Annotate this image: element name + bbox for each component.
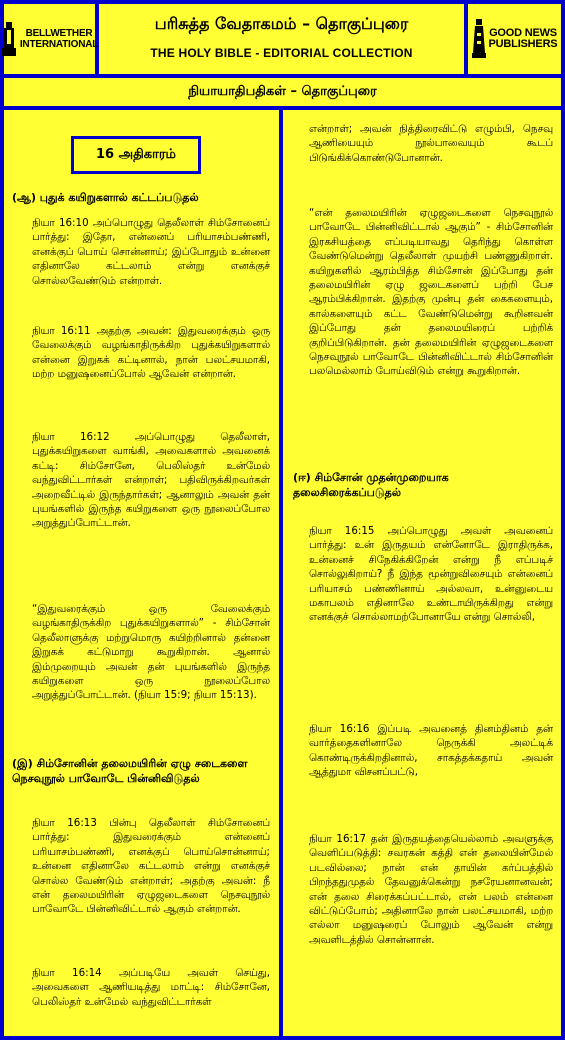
- commentary-16-14: “என் தலைமயிரின் ஏழுஜடைகளை நெசவுநூல் பாவோடே பின்னிவிட்டால் ஆகும்” - சிம்சோனின் இரகசியத்தை எப்படியாவது தெரிந்து கொள்ள வேண்டுமென்று தெலீலாள் முயற்சி பண்ணுகிறாள். கயிறுகளில் ஆரம்பித்த சிம்சோன் இப்போது தன் தலைமயிரின் ஏழு ஜடைகளைப் பற்றி பேச ஆரம்பிக்கிறான். இதற்கு முன்பு தன் கைகளையும், கால்களையும் கட்ட வேண்டுமென்று கூறினவன் இப்போது தன் தலைமயிரைப் பற்றிக் குறிப்பிடுகிறான். தன் தலைமயிரின் ஏழுஜடைகளை நெசவுநூல் பாவோடே பின்னிவிட்டால் சிம்சோனின் பலமெல்லாம் போய்விடும் என்று கூறுகிறான்.: [309, 207, 553, 378]
- subtitle-text: நியாயாதிபதிகள் – தொகுப்புரை: [188, 84, 377, 99]
- verse-16-12: நியா 16:12 அப்பொழுது தெலீலாள், புதுக்கயிறுகளை வாங்கி, அவைகளால் அவனைக் கட்டி: சிம்சோனே, பெலிஸ்தர் உன்மேல் வந்துவிட்டார்கள் என்றாள்; பதிவிருக்கிறவர்கள் அறைவீட்டில் இருந்தார்கள்; ஆனாலும் அவன் தன் புயங்களில் இருந்த கயிறுகளை ஒரு நூலைப்போல அறுத்துப்போட்டான்.: [32, 431, 270, 530]
- verse-16-17: நியா 16:17 தன் இருதயத்தையெல்லாம் அவளுக்கு வெளிப்படுத்தி: சவரகன் கத்தி என் தலையின்மேல் படவில்லை; நான் என் தாயின் கர்ப்பத்தில் பிறந்ததுமுதல் தேவனுக்கென்று நசரேயனானவன்; என் தலை சிரைக்கப்பட்டால், என் பலம் என்னை விட்டுப்போம்; அதினாலே நான் பலட்சயமாகி, மற்ற எல்லா மனுஷரைப் போலும் ஆவேன் என்று அவளிடத்தில் சொன்னான்.: [309, 833, 553, 946]
- verse-16-10: நியா 16:10 அப்பொழுது தெலீலாள் சிம்சோனைப் பார்த்து: இதோ, என்னைப் பரியாசம்பண்ணி, எனக்குப் பொய் சொன்னாய்; இப்போதும் உன்னை எதினாலே கட்டலாம் என்று எனக்குச் சொல்லவேண்டும் என்றாள்.: [32, 217, 270, 287]
- bellwether-logo-text: [20, 28, 98, 50]
- good-news-lighthouse-icon: [472, 19, 486, 59]
- bellwether-line1: BELLWETHER: [25, 28, 93, 39]
- title-box: [99, 4, 464, 74]
- bellwether-line2: INTERNATIONAL: [19, 39, 99, 50]
- good-news-logo-text: [489, 28, 558, 50]
- title-tamil: பரிசுத்த வேதாகமம் – தொகுப்புரை: [154, 14, 409, 33]
- verse-16-11: நியா 16:11 அதற்கு அவன்: இதுவரைக்கும் ஒரு வேலைக்கும் வழங்காதிருக்கிற புதுக்கயிறுகளால் என்னை இறுகக் கட்டினால், நான் பலட்சயமாகி, மற்ற மனுஷனைப்போல் ஆவேன் என்றான்.: [32, 325, 270, 381]
- subtitle-bar: [4, 78, 561, 106]
- verse-16-15: நியா 16:15 அப்பொழுது அவள் அவனைப் பார்த்து: உன் இருதயம் என்னோடே இராதிருக்க, உன்னைச் சிநேகிக்கிறேன் என்று நீ எப்படிச் சொல்லுகிறாய்? நீ இந்த மூன்றுவிசையும் என்னைப் பரியாசம் பண்ணினாய் அல்லவா, உன்னுடைய மகாபலம் எதினாலே உண்டாயிருக்கிறது என்று எனக்குச் சொல்லாமற்போனாயே என்று சொல்லி,: [309, 525, 553, 624]
- left-column: [4, 110, 279, 1036]
- verse-16-16: நியா 16:16 இப்படி அவனைத் தினம்தினம் தன் வார்த்தைகளினாலே நெருக்கி அலட்டிக் கொண்டிருக்கிறதினால், சாகத்தக்கதாய் அவன் ஆத்துமா விசனப்பட்டு,: [309, 723, 553, 779]
- title-english: THE HOLY BIBLE - EDITORIAL COLLECTION: [150, 46, 413, 60]
- verse-16-14: நியா 16:14 அப்படியே அவள் செய்து, அவைகளை ஆணியடித்து மாட்டி: சிம்சோனே, பெலிஸ்தர் உன்மேல் வந்துவிட்டார்கள்: [32, 967, 270, 1008]
- bellwether-ram-icon: [1, 20, 17, 58]
- section-heading-i: (இ) சிம்சோனின் தலைமயிரின் ஏழு சடைகளை நெசவுநூல் பாவோடே பின்னிவிடுதல்: [12, 757, 248, 785]
- verse-16-13: நியா 16:13 பின்பு தெலீலாள் சிம்சோனைப் பார்த்து: இதுவரைக்கும் என்னைப் பரியாசம்பண்ணி, எனக்குப் பொய்சொன்னாய்; உன்னை எதினாலே கட்டலாம் என்று எனக்குச் சொல்ல வேண்டும் என்றாள்; அதற்கு அவன்: நீ என் தலைமயிரின் ஏழுஜடைகளை நெசவுநூல் பாவோடே பின்னிவிட்டால் ஆகும் என்றான்.: [32, 817, 270, 916]
- bellwether-logo: [1, 20, 98, 58]
- section-heading-aa: (ஆ) புதுக் கயிறுகளால் கட்டப்படுதல்: [12, 191, 199, 204]
- chapter-box: [71, 136, 201, 174]
- chapter-label: 16 அதிகாரம்: [96, 147, 176, 162]
- verse-16-14-continued: என்றாள்; அவன் நித்திரைவிட்டு எழும்பி, நெசவு ஆணியையும் நூல்பாவையும் கூடப் பிடுங்கிக்கொண்டுபோனான்.: [309, 123, 553, 164]
- right-logo-box: [468, 4, 561, 74]
- good-news-logo: [472, 19, 558, 59]
- left-logo-box: [4, 4, 99, 74]
- section-heading-ee: (ஈ) சிம்சோன் முதன்முறையாக தலைசிரைக்கப்படுதல்: [293, 471, 449, 499]
- commentary-16-12: “இதுவரைக்கும் ஒரு வேலைக்கும் வழங்காதிருக்கிற புதுக்கயிறுகளால்” - சிம்சோன் தெலீலாளுக்கு மற்றுமொரு கயிற்றினால் தன்னை இறுகக் கட்டுமாறு கூறுகிறான். ஆனால் இம்முறையும் அவன் தன் புயங்களில் இருந்த கயிறுகளை ஒரு நூலைப்போல அறுத்துப்போட்டான். (நியா 15:9; நியா 15:13).: [32, 603, 270, 702]
- right-column: [283, 110, 561, 1036]
- good-news-line2: PUBLISHERS: [488, 38, 558, 50]
- good-news-line1: GOOD NEWS: [489, 27, 557, 39]
